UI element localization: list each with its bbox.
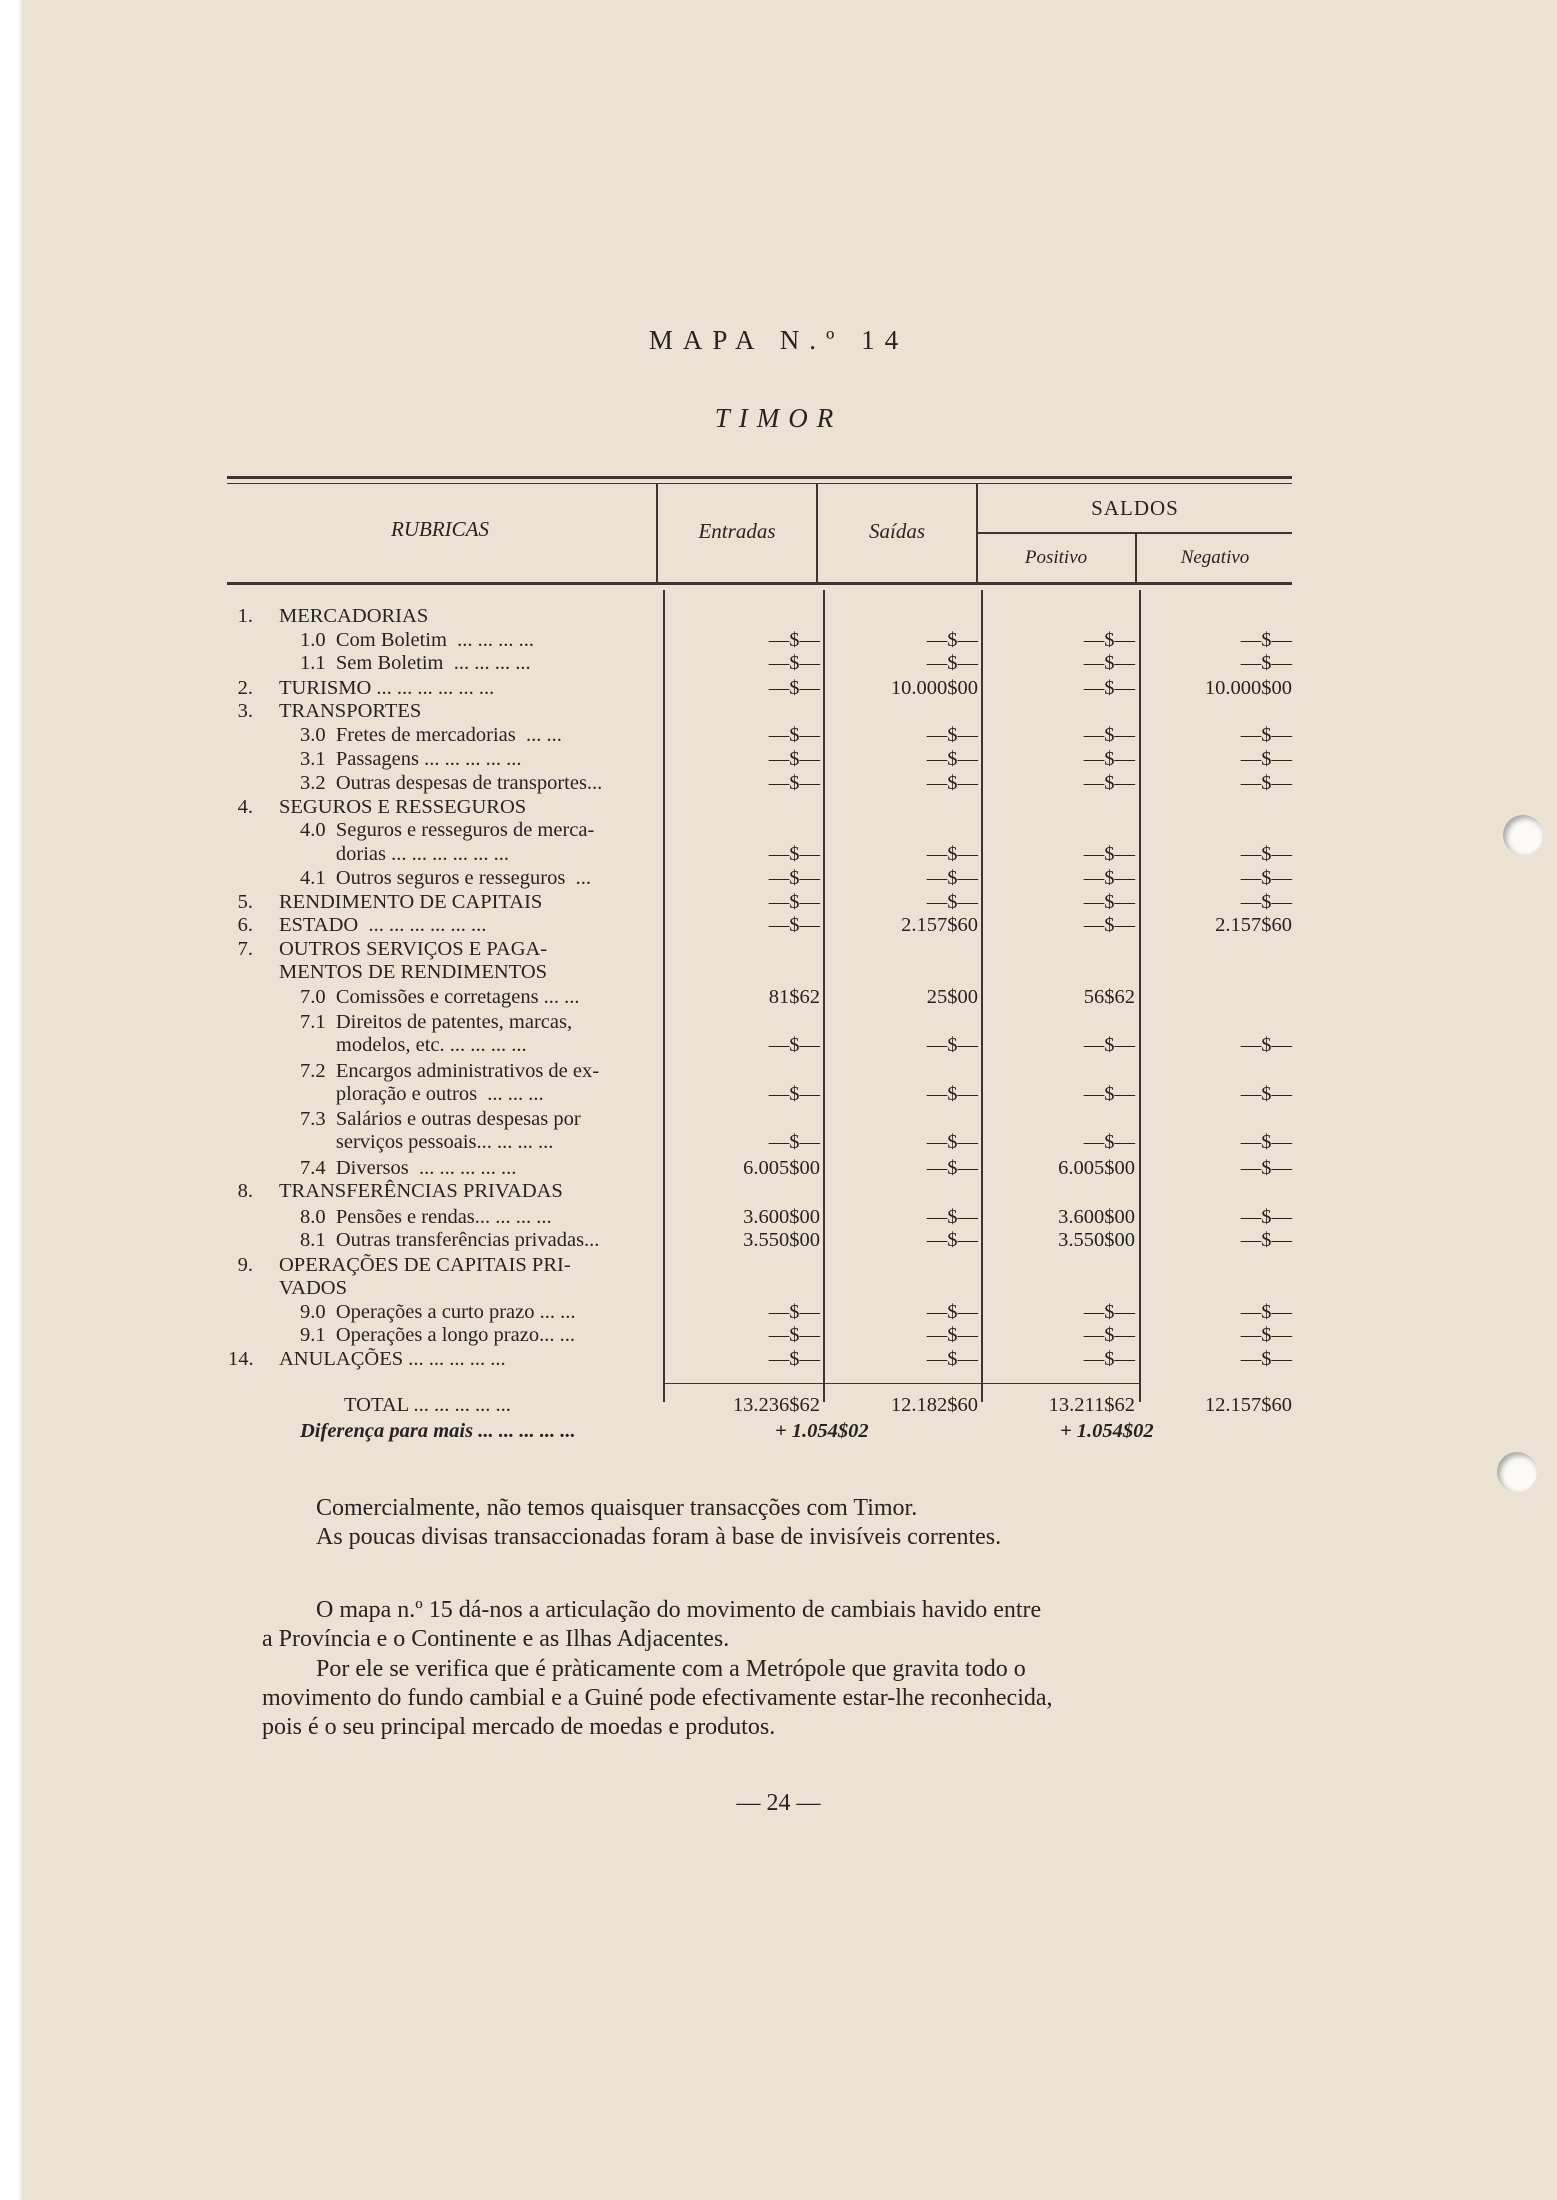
- cell-positivo: —$—: [1083, 772, 1135, 794]
- cell-entradas: —$—: [768, 677, 820, 699]
- col-div-1: [656, 484, 658, 582]
- cell-negativo: —$—: [1240, 1324, 1292, 1346]
- cell-saidas: —$—: [926, 1034, 978, 1056]
- cell-entradas: —$—: [768, 724, 820, 746]
- cell-negativo: —$—: [1240, 1157, 1292, 1179]
- col-div-2: [816, 484, 818, 582]
- cell-entradas: —$—: [768, 1083, 820, 1105]
- binder-hole-bottom: [1497, 1452, 1537, 1492]
- cell-negativo: —$—: [1240, 1206, 1292, 1228]
- paragraph-line: pois é o seu principal mercado de moedas e produtos.: [262, 1714, 776, 1740]
- cell-negativo: —$—: [1240, 748, 1292, 770]
- total-positivo: 13.211$62: [1048, 1394, 1135, 1416]
- row-index: 5.: [237, 891, 253, 913]
- row-index: 14.: [228, 1348, 254, 1370]
- row-label: 3.1 Passagens ... ... ... ... ...: [300, 748, 522, 770]
- cell-positivo: —$—: [1083, 867, 1135, 889]
- row-index: 1.: [237, 605, 253, 627]
- col-div-3: [976, 484, 978, 582]
- header-saidas: Saídas: [868, 519, 925, 543]
- row-label: MERCADORIAS: [279, 605, 429, 627]
- row-label: MENTOS DE RENDIMENTOS: [279, 961, 548, 983]
- cell-saidas: 2.157$60: [901, 914, 978, 936]
- cell-saidas: —$—: [926, 724, 978, 746]
- table-top-rule: [227, 476, 1292, 479]
- page-number: — 24 —: [736, 1790, 821, 1816]
- paragraph-line: a Província e o Continente e as Ilhas Adjacentes.: [262, 1626, 730, 1652]
- cell-negativo: —$—: [1240, 1348, 1292, 1370]
- diff-value-1: + 1.054$02: [775, 1420, 869, 1442]
- cell-entradas: —$—: [768, 1131, 820, 1153]
- row-label: 8.0 Pensões e rendas... ... ... ...: [300, 1206, 552, 1228]
- body-col-2: [823, 590, 825, 1402]
- row-label: 7.0 Comissões e corretagens ... ...: [300, 986, 580, 1008]
- header-rubricas: RUBRICAS: [391, 517, 489, 541]
- paragraph-line: Comercialmente, não temos quaisquer transacções com Timor.: [316, 1495, 918, 1521]
- cell-saidas: —$—: [926, 843, 978, 865]
- cell-saidas: —$—: [926, 652, 978, 674]
- cell-saidas: —$—: [926, 1229, 978, 1251]
- cell-saidas: 25$00: [926, 986, 978, 1008]
- cell-saidas: —$—: [926, 1324, 978, 1346]
- cell-entradas: —$—: [768, 867, 820, 889]
- cell-negativo: —$—: [1240, 724, 1292, 746]
- cell-saidas: —$—: [926, 1157, 978, 1179]
- header-entradas: Entradas: [698, 519, 776, 543]
- cell-negativo: —$—: [1240, 843, 1292, 865]
- row-label: 1.0 Com Boletim ... ... ... ...: [300, 629, 535, 651]
- row-label: 3.2 Outras despesas de transportes...: [300, 772, 603, 794]
- cell-positivo: —$—: [1083, 629, 1135, 651]
- cell-saidas: —$—: [926, 867, 978, 889]
- body-col-3: [981, 590, 983, 1402]
- body-col-1: [663, 590, 665, 1402]
- cell-entradas: 3.550$00: [743, 1229, 820, 1251]
- cell-positivo: —$—: [1083, 1083, 1135, 1105]
- cell-entradas: —$—: [768, 1301, 820, 1323]
- total-saidas: 12.182$60: [890, 1394, 978, 1416]
- cell-saidas: —$—: [926, 748, 978, 770]
- cell-positivo: —$—: [1083, 914, 1135, 936]
- cell-negativo: —$—: [1240, 1229, 1292, 1251]
- total-entradas: 13.236$62: [732, 1394, 820, 1416]
- cell-positivo: 6.005$00: [1058, 1157, 1135, 1179]
- cell-negativo: —$—: [1240, 1131, 1292, 1153]
- row-label: 9.0 Operações a curto prazo ... ...: [300, 1301, 576, 1323]
- col-div-4: [1135, 534, 1137, 582]
- cell-entradas: —$—: [768, 1324, 820, 1346]
- row-label: 7.3 Salários e outras despesas por: [300, 1108, 581, 1130]
- diff-label: Diferença para mais ... ... ... ... ...: [300, 1420, 576, 1442]
- cell-entradas: —$—: [768, 629, 820, 651]
- row-index: 3.: [237, 700, 253, 722]
- cell-saidas: —$—: [926, 891, 978, 913]
- header-positivo: Positivo: [1024, 547, 1088, 568]
- row-label: ploração e outros ... ... ...: [300, 1083, 544, 1105]
- cell-negativo: —$—: [1240, 652, 1292, 674]
- cell-negativo: —$—: [1240, 629, 1292, 651]
- cell-entradas: 3.600$00: [743, 1206, 820, 1228]
- row-label: VADOS: [279, 1277, 347, 1299]
- cell-saidas: —$—: [926, 1301, 978, 1323]
- cell-entradas: —$—: [768, 748, 820, 770]
- row-index: 2.: [237, 677, 253, 699]
- cell-positivo: —$—: [1083, 1034, 1135, 1056]
- cell-saidas: —$—: [926, 1206, 978, 1228]
- row-label: modelos, etc. ... ... ... ...: [300, 1034, 527, 1056]
- row-label: TRANSPORTES: [279, 700, 422, 722]
- total-negativo: 12.157$60: [1204, 1394, 1292, 1416]
- row-label: 4.0 Seguros e resseguros de merca-: [300, 819, 595, 841]
- cell-negativo: —$—: [1240, 772, 1292, 794]
- row-label: 4.1 Outros seguros e resseguros ...: [300, 867, 591, 889]
- row-index: 4.: [237, 796, 253, 818]
- row-label: 9.1 Operações a longo prazo... ...: [300, 1324, 575, 1346]
- cell-negativo: —$—: [1240, 867, 1292, 889]
- cell-saidas: —$—: [926, 772, 978, 794]
- binder-hole-top: [1503, 815, 1543, 855]
- cell-positivo: —$—: [1083, 724, 1135, 746]
- table-top-rule-2: [227, 483, 1292, 484]
- cell-negativo: —$—: [1240, 1083, 1292, 1105]
- row-label: SEGUROS E RESSEGUROS: [279, 796, 527, 818]
- cell-positivo: —$—: [1083, 891, 1135, 913]
- cell-positivo: 56$62: [1083, 986, 1135, 1008]
- paragraph-line: As poucas divisas transaccionadas foram à base de invisíveis correntes.: [316, 1524, 1002, 1550]
- cell-entradas: —$—: [768, 1034, 820, 1056]
- cell-saidas: —$—: [926, 1083, 978, 1105]
- cell-positivo: —$—: [1083, 843, 1135, 865]
- cell-positivo: —$—: [1083, 1348, 1135, 1370]
- cell-entradas: —$—: [768, 772, 820, 794]
- saldos-rule: [976, 532, 1292, 534]
- total-label: TOTAL ... ... ... ... ...: [344, 1394, 511, 1416]
- cell-positivo: 3.550$00: [1058, 1229, 1135, 1251]
- map-subtitle: TIMOR: [714, 403, 843, 433]
- cell-negativo: 2.157$60: [1215, 914, 1292, 936]
- row-label: 7.2 Encargos administrativos de ex-: [300, 1060, 600, 1082]
- cell-positivo: 3.600$00: [1058, 1206, 1135, 1228]
- header-saldos: SALDOS: [1091, 496, 1179, 520]
- row-label: ESTADO ... ... ... ... ... ...: [279, 914, 487, 936]
- row-label: 8.1 Outras transferências privadas...: [300, 1229, 600, 1251]
- header-negativo: Negativo: [1180, 547, 1250, 568]
- row-label: 7.4 Diversos ... ... ... ... ...: [300, 1157, 517, 1179]
- cell-positivo: —$—: [1083, 1301, 1135, 1323]
- cell-entradas: 81$62: [768, 986, 820, 1008]
- diff-value-2: + 1.054$02: [1060, 1420, 1154, 1442]
- paragraph-line: movimento do fundo cambial e a Guiné pode efectivamente estar-lhe reconhecida,: [262, 1685, 1053, 1711]
- cell-entradas: —$—: [768, 843, 820, 865]
- cell-saidas: —$—: [926, 1348, 978, 1370]
- row-label: dorias ... ... ... ... ... ...: [300, 843, 509, 865]
- cell-saidas: —$—: [926, 1131, 978, 1153]
- cell-entradas: —$—: [768, 1348, 820, 1370]
- total-rule: [663, 1383, 1139, 1384]
- cell-entradas: —$—: [768, 652, 820, 674]
- row-label: 3.0 Fretes de mercadorias ... ...: [300, 724, 562, 746]
- map-title: MAPA N.º 14: [648, 325, 909, 355]
- row-label: OPERAÇÕES DE CAPITAIS PRI-: [279, 1254, 571, 1276]
- row-label: 7.1 Direitos de patentes, marcas,: [300, 1011, 573, 1033]
- cell-positivo: —$—: [1083, 652, 1135, 674]
- row-label: TURISMO ... ... ... ... ... ...: [279, 677, 495, 699]
- paragraph-line: O mapa n.º 15 dá-nos a articulação do movimento de cambiais havido entre: [316, 1597, 1042, 1623]
- row-index: 6.: [237, 914, 253, 936]
- row-label: OUTROS SERVIÇOS E PAGA-: [279, 938, 548, 960]
- cell-entradas: 6.005$00: [743, 1157, 820, 1179]
- row-index: 8.: [237, 1180, 253, 1202]
- row-index: 9.: [237, 1254, 253, 1276]
- row-label: ANULAÇÕES ... ... ... ... ...: [279, 1348, 506, 1370]
- cell-positivo: —$—: [1083, 1131, 1135, 1153]
- row-label: RENDIMENTO DE CAPITAIS: [279, 891, 543, 913]
- cell-saidas: —$—: [926, 629, 978, 651]
- cell-positivo: —$—: [1083, 1324, 1135, 1346]
- cell-saidas: 10.000$00: [890, 677, 978, 699]
- cell-negativo: 10.000$00: [1204, 677, 1292, 699]
- cell-negativo: —$—: [1240, 891, 1292, 913]
- row-label: TRANSFERÊNCIAS PRIVADAS: [279, 1180, 563, 1202]
- row-label: 1.1 Sem Boletim ... ... ... ...: [300, 652, 531, 674]
- body-col-4: [1139, 590, 1141, 1402]
- cell-negativo: —$—: [1240, 1301, 1292, 1323]
- row-index: 7.: [237, 938, 253, 960]
- cell-entradas: —$—: [768, 914, 820, 936]
- cell-positivo: —$—: [1083, 748, 1135, 770]
- header-bottom-rule: [227, 582, 1292, 585]
- cell-positivo: —$—: [1083, 677, 1135, 699]
- cell-negativo: —$—: [1240, 1034, 1292, 1056]
- cell-entradas: —$—: [768, 891, 820, 913]
- row-label: serviços pessoais... ... ... ...: [300, 1131, 554, 1153]
- paragraph-line: Por ele se verifica que é pràticamente com a Metrópole que gravita todo o: [316, 1656, 1026, 1682]
